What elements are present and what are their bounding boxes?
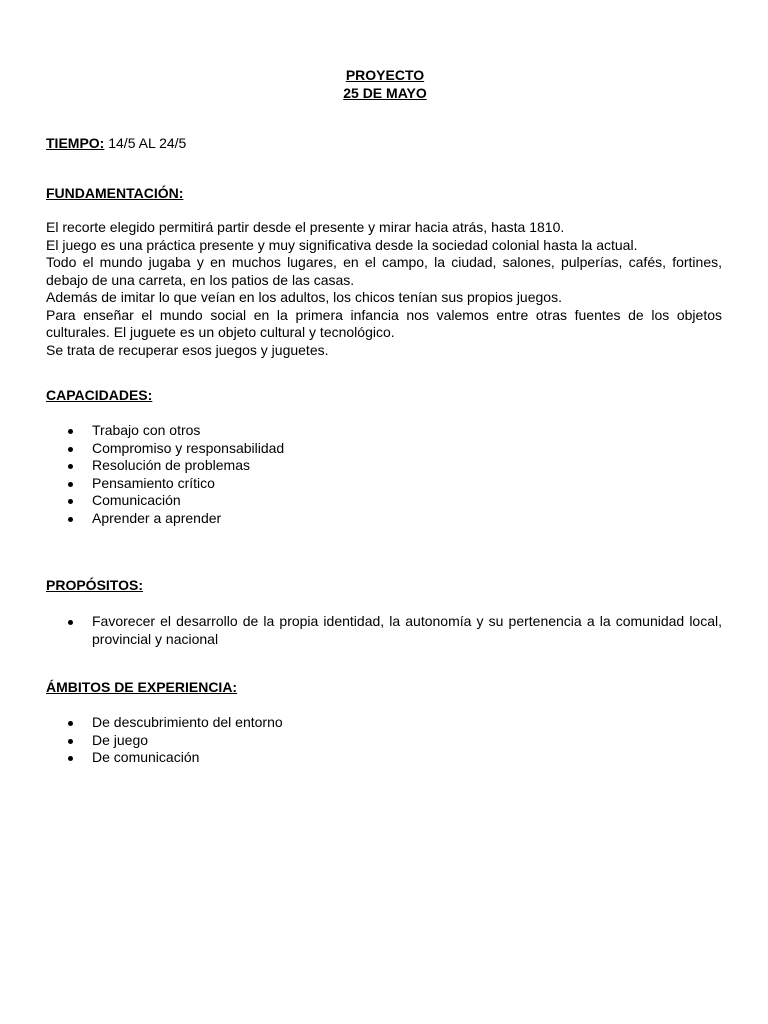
tiempo-label: TIEMPO: (46, 135, 105, 151)
list-item (46, 422, 722, 440)
ambitos-list (46, 714, 722, 767)
list-item (46, 714, 722, 732)
list-item-text: Aprender a aprender (92, 509, 222, 526)
fundamentacion-paragraph: Todo el mundo jugaba y en muchos lugares, en el campo, la ciudad, salones, pulperías, cafés, fortines, debajo de una carreta, en los patios de las casas. (46, 254, 722, 288)
propositos-list-container (46, 613, 722, 648)
title-line-2: 25 DE MAYO (343, 84, 427, 101)
list-item-text: De descubrimiento del entorno (92, 714, 283, 730)
fundamentacion-paragraph: El juego es una práctica presente y muy significativa desde la sociedad colonial hasta la actual. (46, 236, 638, 253)
list-item-text: De juego (92, 731, 149, 748)
title-line-1: PROYECTO (345, 67, 425, 83)
list-item (46, 475, 722, 493)
capacidades-list-container (46, 422, 722, 527)
fundamentacion-paragraph: Para enseñar el mundo social en la primera infancia nos valemos entre otras fuentes de los objetos culturales. El juguete es un objeto cultural y tecnológico. (46, 306, 722, 340)
list-item-text: Pensamiento crítico (92, 474, 215, 491)
ambitos-list-container (46, 714, 722, 767)
propositos-heading: PROPÓSITOS: (46, 577, 143, 593)
list-item (46, 457, 722, 475)
fundamentacion-body (46, 219, 722, 359)
list-item (46, 510, 722, 528)
list-item-text: Trabajo con otros (92, 422, 201, 438)
fundamentacion-heading-row (46, 185, 722, 203)
fundamentacion-heading: FUNDAMENTACIÓN: (46, 185, 184, 201)
list-item (46, 732, 722, 750)
ambitos-heading-row (46, 679, 722, 697)
list-item-text: Resolución de problemas (92, 457, 250, 473)
tiempo-section (46, 135, 722, 153)
ambitos-heading: ÁMBITOS DE EXPERIENCIA: (46, 679, 238, 695)
list-item-text: Compromiso y responsabilidad (92, 439, 285, 456)
document-title (0, 67, 768, 102)
list-item (46, 749, 722, 767)
list-item (46, 492, 722, 510)
fundamentacion-paragraph: Además de imitar lo que veían en los adultos, los chicos tenían sus propios juegos. (46, 289, 562, 305)
list-item (46, 440, 722, 458)
capacidades-heading-row (46, 387, 722, 405)
tiempo-value: 14/5 AL 24/5 (108, 135, 187, 151)
capacidades-list (46, 422, 722, 527)
fundamentacion-paragraph: El recorte elegido permitirá partir desde el presente y mirar hacia atrás, hasta 1810. (46, 219, 565, 235)
list-item-text: De comunicación (92, 749, 200, 765)
capacidades-heading: CAPACIDADES: (46, 387, 153, 403)
list-item-text: Favorecer el desarrollo de la propia identidad, la autonomía y su pertenencia a la comunidad local, provincial y nacional (92, 613, 722, 647)
fundamentacion-paragraph: Se trata de recuperar esos juegos y juguetes. (46, 341, 329, 358)
propositos-heading-row (46, 577, 722, 595)
propositos-list (46, 613, 722, 648)
list-item-text: Comunicación (92, 492, 181, 508)
list-item (46, 613, 722, 648)
